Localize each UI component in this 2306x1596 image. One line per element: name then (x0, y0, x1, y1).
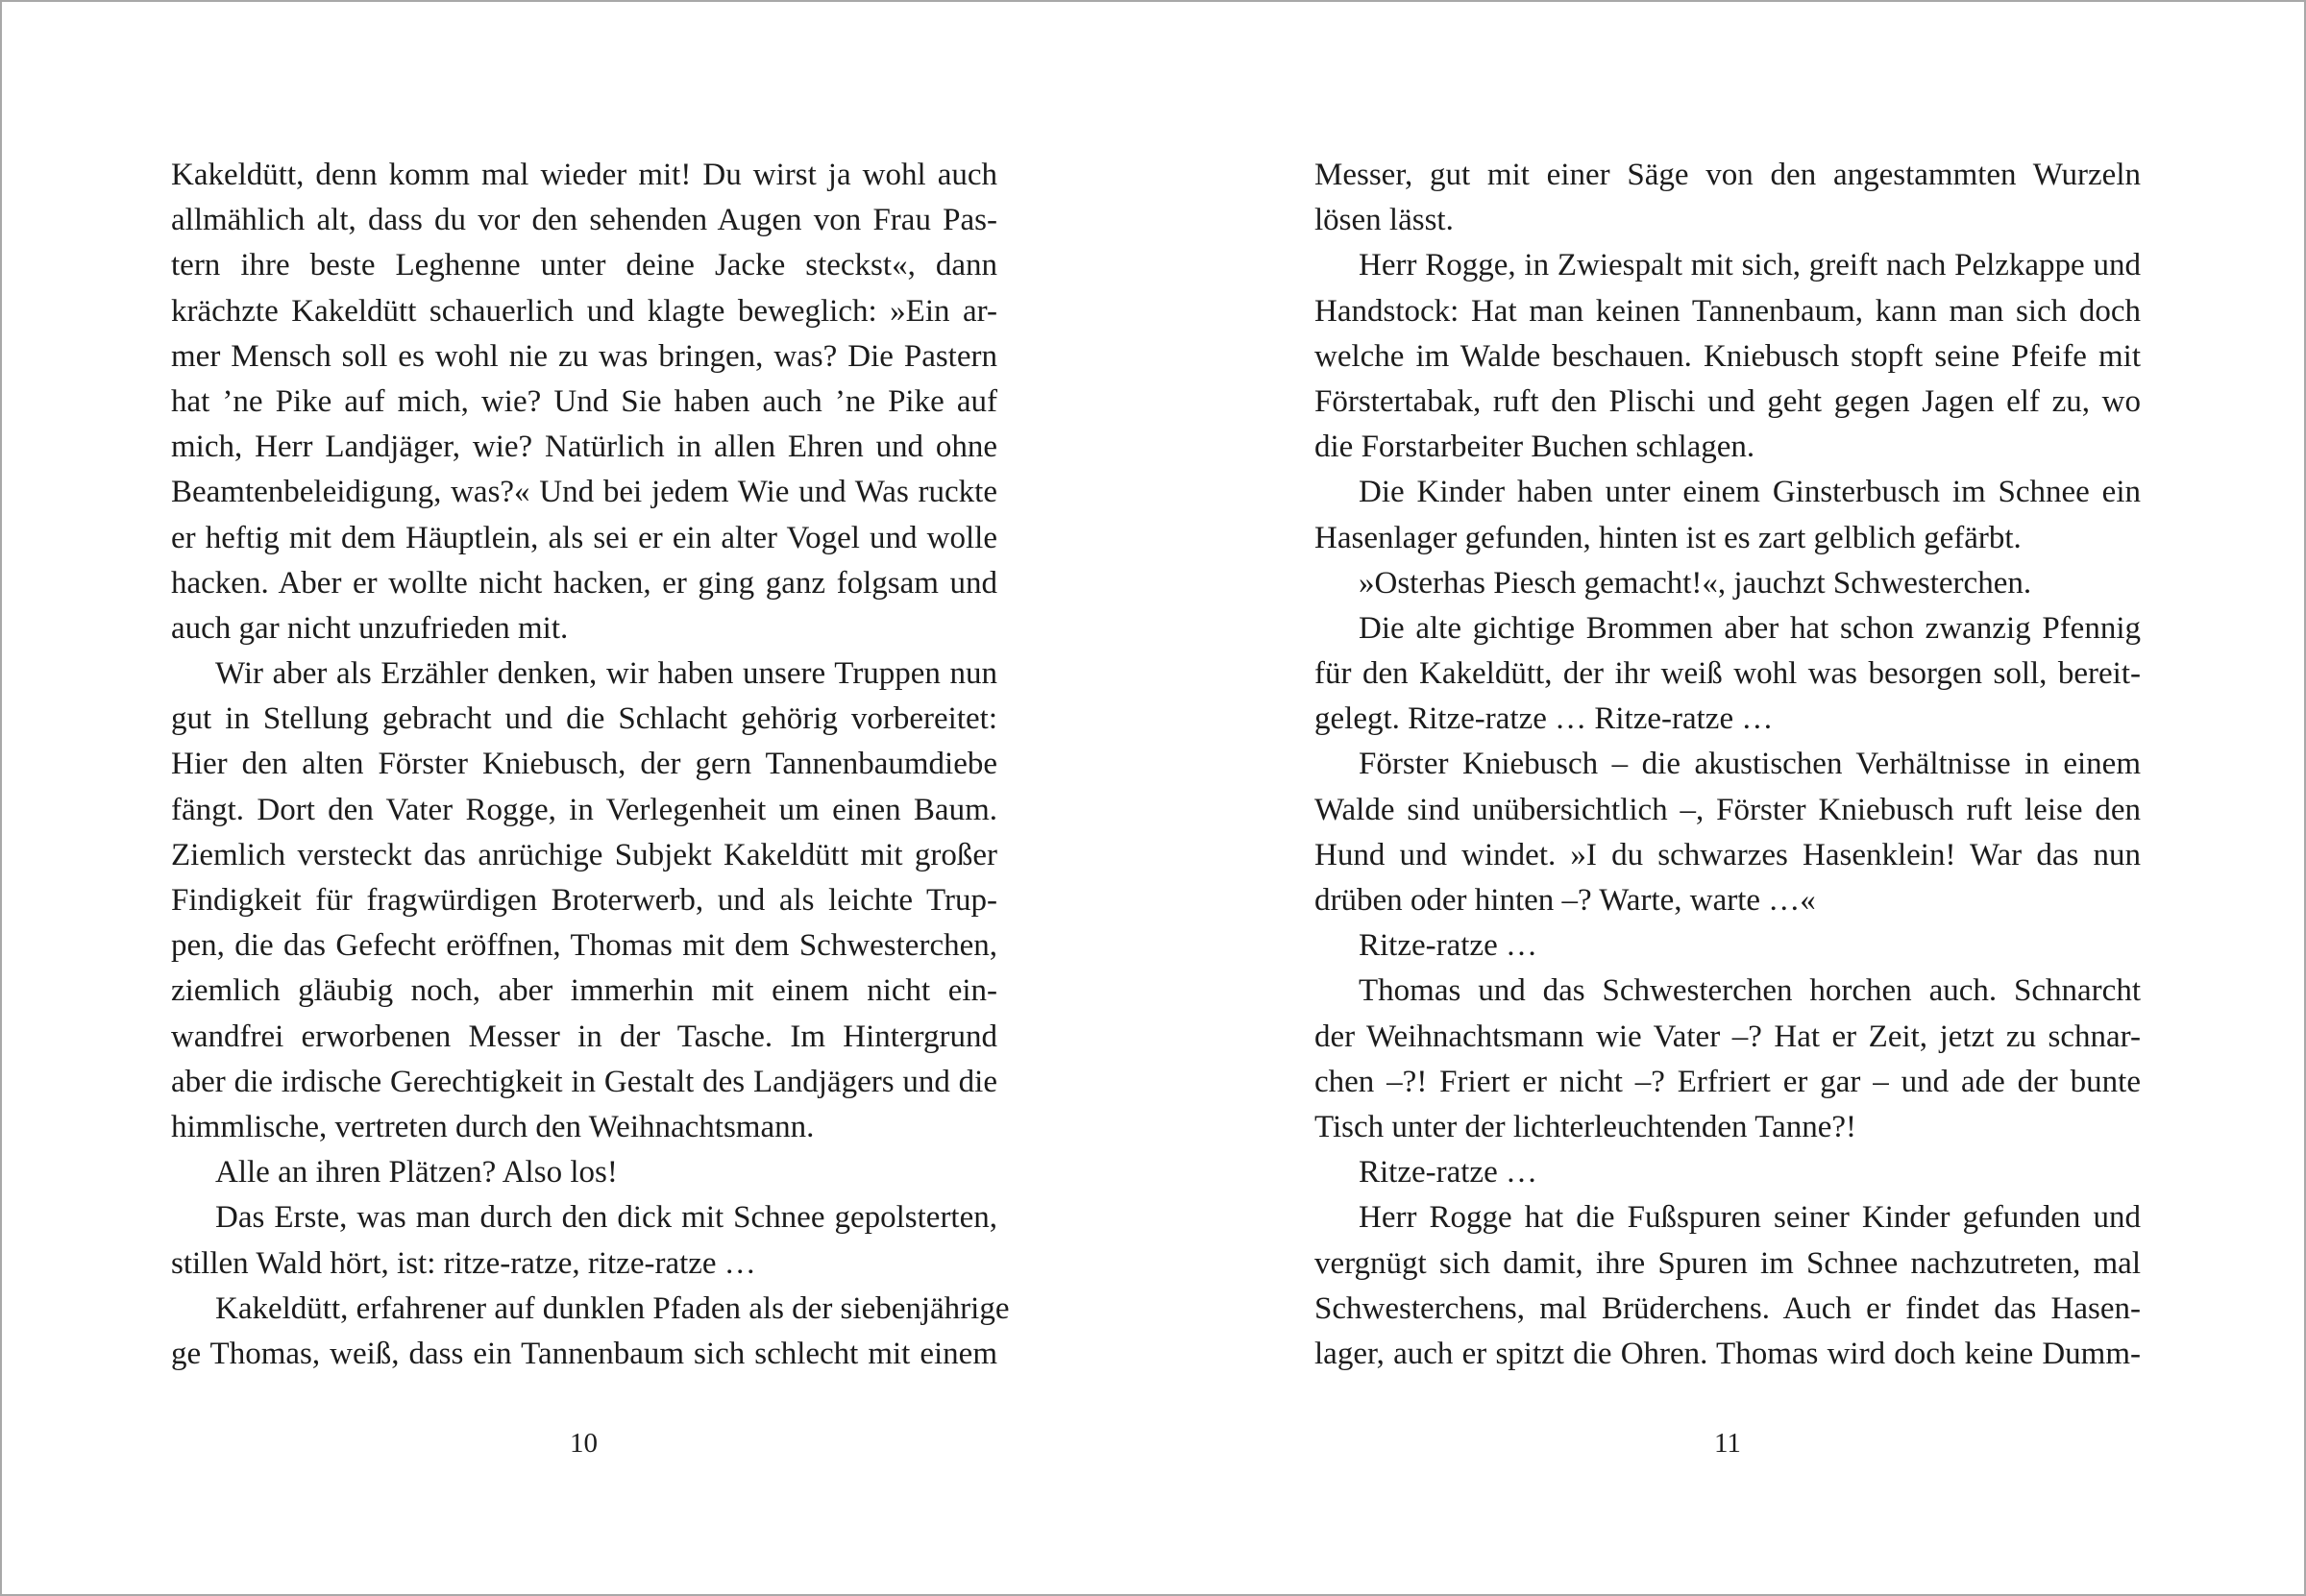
text-line: tern ihre beste Leghenne unter deine Jacke steckst«, dann (171, 248, 997, 283)
text-line: Förster Kniebusch – die akustischen Verhältnisse in einem (1359, 747, 2141, 782)
text-line: Beamtenbeleidigung, was?« Und bei jedem Wie und Was ruckte (171, 475, 997, 510)
text-line: allmählich alt, dass du vor den sehenden Augen von Frau Pas- (171, 203, 997, 238)
text-line: himmlische, vertreten durch den Weihnachtsmann. (171, 1109, 815, 1144)
right-page-text (1314, 153, 2141, 1377)
text-line: ziemlich gläubig noch, aber immerhin mit einem nicht ein- (171, 973, 997, 1009)
text-line: Thomas und das Schwesterchen horchen auch. Schnarcht (1359, 973, 2141, 1009)
text-line: Kakeldütt, denn komm mal wieder mit! Du wirst ja wohl auch (171, 158, 997, 192)
text-line: aber die irdische Gerechtigkeit in Gestalt des Landjägers und die (171, 1064, 997, 1099)
text-line: Ritze-ratze … (1359, 1155, 1537, 1191)
text-line: mich, Herr Landjäger, wie? Natürlich in allen Ehren und ohne (171, 430, 997, 465)
text-line: »Osterhas Piesch gemacht!«, jauchzt Schwesterchen. (1359, 565, 2032, 601)
text-line: ge Thomas, weiß, dass ein Tannenbaum sich schlecht mit einem (171, 1336, 997, 1371)
text-line: Förstertabak, ruft den Plischi und geht gegen Jagen elf zu, wo (1314, 383, 2141, 419)
text-line: vergnügt sich damit, ihre Spuren im Schnee nachzutreten, mal (1314, 1245, 2141, 1281)
text-line: mer Mensch soll es wohl nie zu was bringen, was? Die Pastern (171, 338, 997, 374)
text-line: Das Erste, was man durch den dick mit Schnee gepolsterten, (215, 1200, 997, 1236)
text-line: welche im Walde beschauen. Kniebusch stopft seine Pfeife mit (1314, 338, 2141, 374)
text-line: Wir aber als Erzähler denken, wir haben unsere Truppen nun (215, 656, 997, 692)
text-line: Hier den alten Förster Kniebusch, der gern Tannenbaumdiebe (171, 747, 997, 782)
text-line: Tisch unter der lichterleuchtenden Tanne?! (1314, 1109, 1856, 1144)
text-line: lager, auch er spitzt die Ohren. Thomas wird doch keine Dumm- (1314, 1336, 2141, 1371)
text-line: fängt. Dort den Vater Rogge, in Verlegenheit um einen Baum. (171, 792, 997, 827)
text-line: chen –?! Friert er nicht –? Erfriert er gar – und ade der bunte (1314, 1064, 2141, 1099)
text-line: krächzte Kakeldütt schauerlich und klagte beweglich: »Ein ar- (171, 293, 997, 329)
text-line: er heftig mit dem Häuptlein, als sei er ein alter Vogel und wolle (171, 520, 997, 555)
text-line: für den Kakeldütt, der ihr weiß wohl was besorgen soll, bereit- (1314, 656, 2141, 692)
text-line: wandfrei erworbenen Messer in der Tasche. Im Hintergrund (171, 1019, 997, 1054)
text-line: hat ’ne Pike auf mich, wie? Und Sie haben auch ’ne Pike auf (171, 383, 997, 419)
text-line: Hund und windet. »I du schwarzes Hasenklein! War das nun (1314, 837, 2141, 872)
text-line: Ritze-ratze … (1359, 928, 1537, 964)
text-line: Handstock: Hat man keinen Tannenbaum, kann man sich doch (1314, 293, 2141, 329)
text-line: Hasenlager gefunden, hinten ist es zart gelblich gefärbt. (1314, 520, 2022, 555)
text-line: Die Kinder haben unter einem Ginsterbusch im Schnee ein (1359, 475, 2141, 510)
page-number-left: 10 (570, 1428, 598, 1459)
text-line: gut in Stellung gebracht und die Schlacht gehörig vorbereitet: (171, 701, 997, 737)
text-line: auch gar nicht unzufrieden mit. (171, 610, 569, 646)
text-line: die Forstarbeiter Buchen schlagen. (1314, 430, 1755, 465)
text-line: Ziemlich versteckt das anrüchige Subjekt Kakeldütt mit großer (171, 837, 997, 872)
text-line: Messer, gut mit einer Säge von den angestammten Wurzeln (1314, 158, 2141, 192)
text-line: gelegt. Ritze-ratze … Ritze-ratze … (1314, 701, 1774, 737)
text-line: der Weihnachtsmann wie Vater –? Hat er Zeit, jetzt zu schnar- (1314, 1019, 2141, 1054)
text-line: pen, die das Gefecht eröffnen, Thomas mit dem Schwesterchen, (171, 928, 997, 964)
text-line: Kakeldütt, erfahrener auf dunklen Pfaden als der siebenjährige (215, 1290, 1010, 1326)
text-line: drüben oder hinten –? Warte, warte …« (1314, 883, 1816, 918)
text-line: Herr Rogge, in Zwiespalt mit sich, greift nach Pelzkappe und (1359, 248, 2141, 283)
text-line: Alle an ihren Plätzen? Also los! (215, 1155, 618, 1191)
text-line: lösen lässt. (1314, 203, 1454, 238)
text-line: Die alte gichtige Brommen aber hat schon zwanzig Pfennig (1359, 610, 2141, 646)
text-line: Herr Rogge hat die Fußspuren seiner Kinder gefunden und (1359, 1200, 2141, 1236)
text-line: stillen Wald hört, ist: ritze-ratze, ritze-ratze … (171, 1245, 756, 1281)
text-line: Schwesterchens, mal Brüderchens. Auch er findet das Hasen- (1314, 1290, 2141, 1326)
text-line: Walde sind unübersichtlich –, Förster Kniebusch ruft leise den (1314, 792, 2141, 827)
page-number-right: 11 (1714, 1428, 1741, 1459)
text-line: Findigkeit für fragwürdigen Broterwerb, und als leichte Trup- (171, 883, 997, 918)
left-page-text (171, 153, 1010, 1377)
text-line: hacken. Aber er wollte nicht hacken, er ging ganz folgsam und (171, 565, 997, 601)
